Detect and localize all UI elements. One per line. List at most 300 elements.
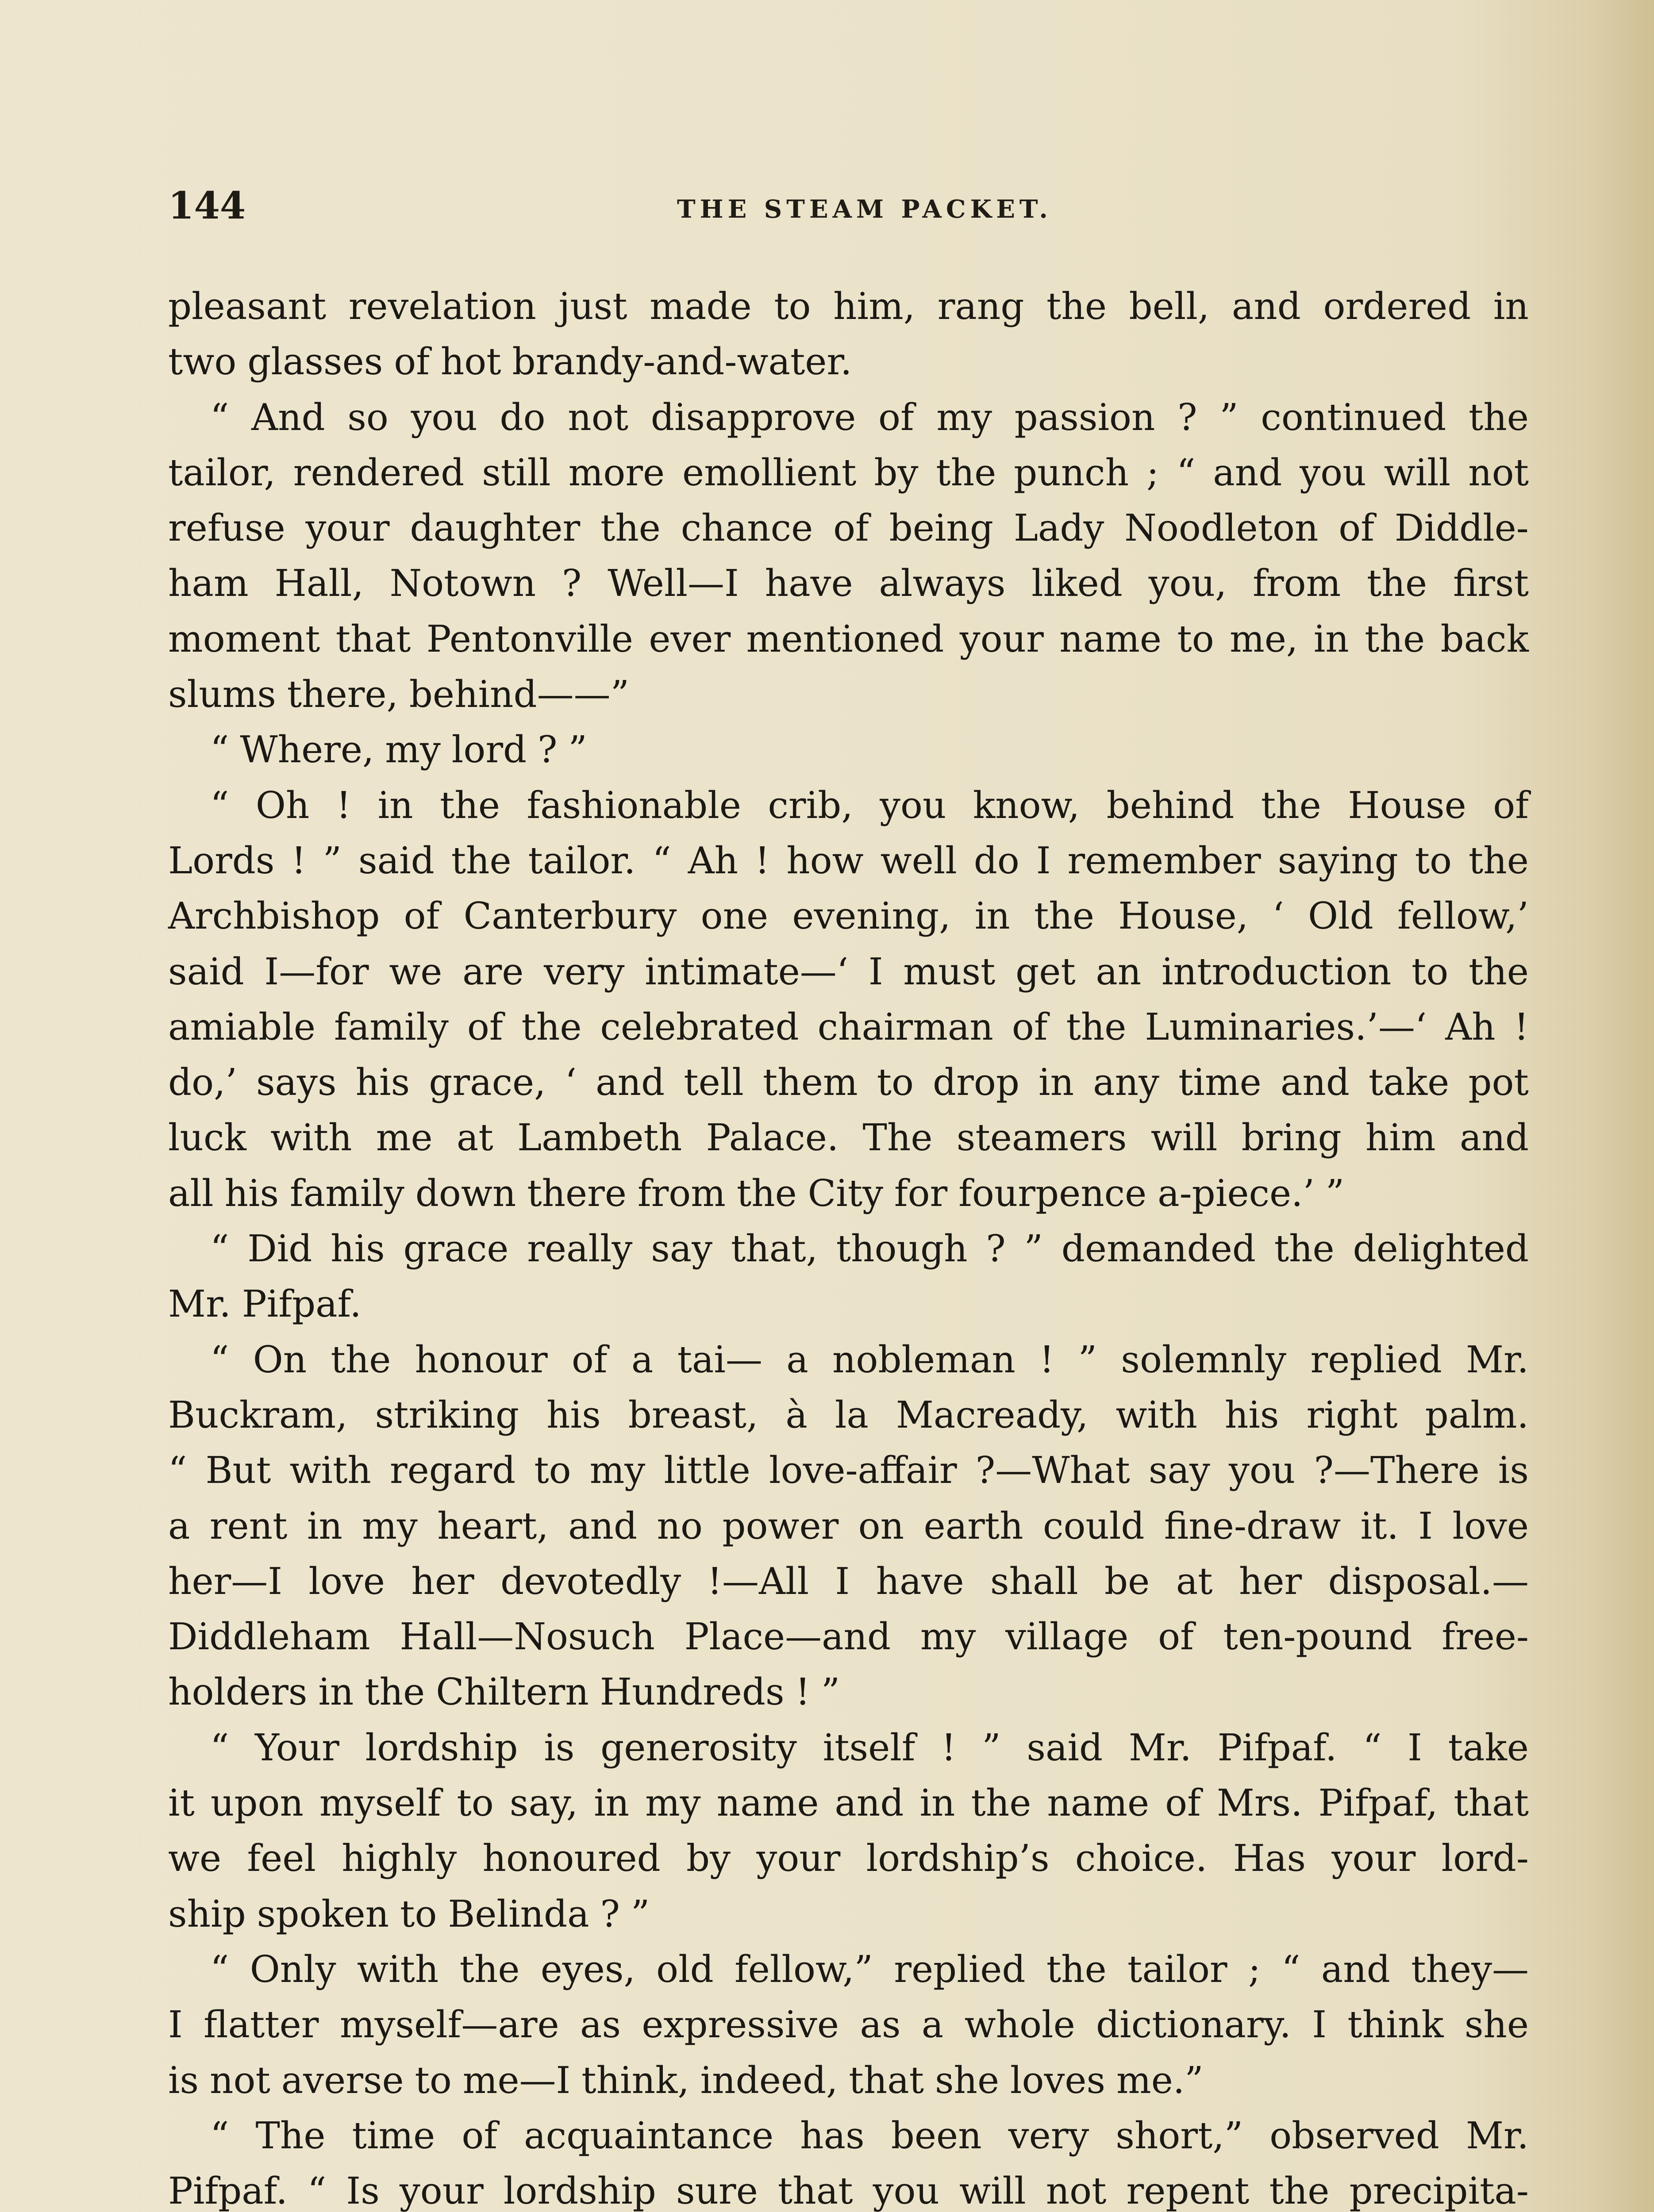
text-line: [168, 556, 1529, 611]
text-line: [168, 1221, 1529, 1276]
word: will: [1150, 1116, 1218, 1160]
word: power: [722, 1504, 839, 1548]
word: you: [873, 2170, 939, 2212]
word: the: [1468, 950, 1529, 993]
word: breast,: [628, 1393, 758, 1436]
word: saying: [1277, 839, 1398, 882]
word: myself: [319, 1782, 441, 1825]
word: !: [1039, 1338, 1054, 1381]
word: take: [1369, 1061, 1450, 1104]
word: ten-pound: [1223, 1615, 1412, 1659]
word: !—All: [707, 1559, 809, 1603]
word: in: [919, 1782, 955, 1825]
word: holders: [168, 1671, 308, 1714]
word: ”: [568, 728, 587, 772]
word: me.”: [1116, 2058, 1204, 2102]
word: observed: [1269, 2114, 1439, 2157]
word: Palace.: [706, 1116, 839, 1160]
word: in: [1313, 617, 1349, 661]
word: drop: [933, 1061, 1019, 1104]
word: to: [534, 1449, 571, 1492]
word: Oh: [255, 783, 310, 827]
word: fellow,”: [735, 1947, 873, 1991]
word: à: [785, 1393, 808, 1436]
word: ”: [631, 1892, 650, 1936]
word: it.: [1360, 1504, 1399, 1548]
word: fourpence: [958, 1171, 1147, 1215]
word: by: [874, 451, 919, 494]
text-line: [168, 778, 1529, 833]
word: mentioned: [746, 617, 944, 661]
word: “: [307, 2170, 327, 2212]
word: free-: [1442, 1615, 1529, 1659]
text-line: [168, 1387, 1529, 1443]
word: one: [700, 895, 769, 938]
word: she: [1464, 2003, 1529, 2047]
word: do: [973, 839, 1019, 882]
word: fellow,’: [1397, 895, 1529, 938]
word: his: [224, 1171, 279, 1215]
word: said: [1027, 1726, 1103, 1769]
word: Macready,: [896, 1393, 1089, 1436]
word: an: [1096, 950, 1142, 993]
word: fashionable: [527, 783, 741, 827]
word: say,: [509, 1782, 578, 1825]
word: Luminaries.’—‘: [1145, 1005, 1427, 1048]
word: upon: [210, 1782, 304, 1825]
word: and: [596, 1061, 665, 1104]
word: hot: [440, 340, 501, 384]
word: a: [631, 1338, 654, 1381]
word: punch: [1014, 451, 1129, 494]
word: back: [1440, 617, 1529, 661]
word: to: [877, 1061, 914, 1104]
word: Pifpaf.: [1217, 1726, 1337, 1769]
word: with: [270, 1116, 352, 1160]
word: made: [650, 285, 752, 328]
word: Canterbury: [463, 895, 677, 938]
word: lordship: [503, 2170, 656, 2212]
word: in: [1493, 285, 1529, 328]
word: Pifpaf,: [1318, 1782, 1438, 1825]
word: her—I: [168, 1559, 283, 1603]
word: Buckram,: [168, 1393, 348, 1436]
word: ship: [168, 1892, 246, 1936]
word: tell: [684, 1061, 744, 1104]
text-line: [168, 1720, 1529, 1775]
word: the: [1365, 617, 1425, 661]
word: regard: [389, 1449, 516, 1492]
word: !: [1514, 1005, 1529, 1048]
word: ;: [1248, 1947, 1261, 1991]
word: his: [546, 1393, 601, 1436]
word: Has: [1233, 1837, 1306, 1880]
word: the: [1046, 285, 1107, 328]
word: tai—: [677, 1338, 762, 1381]
word: I: [1036, 839, 1051, 882]
word: Pifpaf.: [242, 1283, 362, 1326]
word: Lady: [1013, 507, 1104, 550]
word: Mr.: [1466, 1338, 1529, 1381]
word: his: [1224, 1393, 1279, 1436]
word: bell,: [1129, 285, 1210, 328]
word: the: [451, 839, 512, 882]
word: and: [568, 1504, 638, 1548]
word: she: [935, 2058, 1000, 2102]
word: ?: [562, 562, 582, 605]
word: Is: [346, 2170, 380, 2212]
word: choice.: [1075, 1837, 1208, 1880]
word: striking: [375, 1393, 519, 1436]
text-line: [168, 1831, 1529, 1886]
word: steamers: [956, 1116, 1127, 1160]
text-line: [168, 1997, 1529, 2052]
word: by: [686, 1837, 731, 1880]
word: I: [868, 950, 883, 993]
word: that: [849, 2058, 924, 2102]
text-line: [168, 1110, 1529, 1165]
word: do: [500, 396, 546, 439]
word: demanded: [1061, 1227, 1256, 1271]
word: not: [568, 396, 629, 439]
word: right: [1306, 1393, 1398, 1436]
text-line: [168, 1554, 1529, 1609]
running-head: THE STEAM PACKET.: [677, 195, 1052, 224]
word: moment: [168, 617, 320, 661]
word: you: [411, 396, 477, 439]
word: delighted: [1353, 1227, 1529, 1271]
word: and: [835, 1782, 904, 1825]
word: be: [1104, 1559, 1150, 1603]
word: ?: [600, 1892, 620, 1936]
word: “: [210, 2114, 229, 2157]
word: old: [656, 1947, 714, 1991]
word: I: [1418, 1504, 1433, 1548]
word: from: [637, 1171, 726, 1215]
word: ?—What: [975, 1449, 1130, 1492]
word: is: [544, 1726, 575, 1769]
word: ham: [168, 562, 249, 605]
word: ordered: [1323, 285, 1471, 328]
word: tailor.: [528, 839, 636, 882]
word: la: [835, 1393, 869, 1436]
word: in: [377, 783, 413, 827]
word: time: [352, 2114, 435, 2157]
word: “: [1176, 451, 1196, 494]
word: replied: [894, 1947, 1026, 1991]
word: Mrs.: [1216, 1782, 1303, 1825]
word: though: [836, 1227, 968, 1271]
word: bring: [1241, 1116, 1342, 1160]
text-line: [168, 722, 1529, 777]
word: remember: [1067, 839, 1261, 882]
word: Diddle-: [1394, 507, 1529, 550]
word: City: [808, 1171, 883, 1215]
word: brandy-and-water.: [512, 340, 852, 384]
word: how: [786, 839, 864, 882]
word: Where,: [240, 728, 374, 772]
word: daughter: [410, 507, 581, 550]
word: tailor: [1127, 1947, 1227, 1991]
word: !: [336, 783, 351, 827]
word: nobleman: [832, 1338, 1015, 1381]
word: love: [308, 1559, 385, 1603]
word: short,”: [1115, 2114, 1243, 2157]
word: acquaintance: [524, 2114, 774, 2157]
word: the: [1269, 2170, 1330, 2212]
text-line: [168, 500, 1529, 556]
word: to: [415, 2058, 452, 2102]
word: passion: [1014, 396, 1155, 439]
word: family: [289, 1171, 404, 1215]
word: “: [210, 728, 229, 772]
word: that: [1454, 1782, 1529, 1825]
word: rendered: [293, 451, 465, 494]
word: to: [1412, 950, 1449, 993]
text-line: [168, 833, 1529, 888]
word: shall: [990, 1559, 1078, 1603]
word: have: [765, 562, 853, 605]
text-line: [168, 1942, 1529, 1997]
word: in: [974, 895, 1010, 938]
word: revelation: [348, 285, 536, 328]
word: well: [880, 839, 957, 882]
page-header: [168, 184, 1531, 237]
word: pot: [1468, 1061, 1529, 1104]
word: your: [959, 617, 1044, 661]
word: ”: [323, 839, 342, 882]
word: fine-draw: [1164, 1504, 1341, 1548]
word: On: [253, 1338, 307, 1381]
word: from: [1253, 562, 1341, 605]
word: my: [362, 1504, 418, 1548]
word: of: [833, 507, 869, 550]
word: generosity: [600, 1726, 797, 1769]
word: !: [941, 1726, 956, 1769]
word: think,: [581, 2058, 689, 2102]
word: all: [168, 1171, 214, 1215]
text-line: [168, 667, 1529, 722]
word: Pentonville: [426, 617, 633, 661]
word: And: [251, 396, 325, 439]
word: is: [1498, 1449, 1529, 1492]
text-line: [168, 999, 1529, 1055]
word: of: [404, 895, 440, 938]
word: so: [347, 396, 388, 439]
word: love-affair: [769, 1449, 957, 1492]
word: lord-: [1441, 1837, 1529, 1880]
word: your: [399, 2170, 484, 2212]
text-line: [168, 2108, 1529, 2163]
word: are: [462, 950, 524, 993]
word: Noodleton: [1124, 507, 1319, 550]
word: of: [571, 1338, 608, 1381]
word: your: [756, 1837, 841, 1880]
word: celebrated: [600, 1005, 799, 1048]
word: the: [521, 1005, 582, 1048]
word: it: [168, 1782, 195, 1825]
word: !: [291, 839, 306, 882]
word: precipita-: [1349, 2170, 1529, 2212]
word: luck: [168, 1116, 246, 1160]
word: Old: [1308, 895, 1373, 938]
word: the: [365, 1671, 425, 1714]
word: “: [652, 839, 671, 882]
word: name: [716, 1782, 819, 1825]
word: them: [762, 1061, 858, 1104]
word: in: [1039, 1061, 1074, 1104]
word: “: [210, 783, 229, 827]
word: the: [1046, 1947, 1107, 1991]
word: not: [1046, 2170, 1107, 2212]
word: not: [1468, 451, 1529, 494]
word: you,: [1148, 562, 1227, 605]
word: as: [860, 2003, 901, 2047]
text-line: [168, 334, 1529, 389]
word: in: [318, 1671, 354, 1714]
text-line: [168, 1775, 1529, 1831]
word: I—for: [264, 950, 369, 993]
word: But: [205, 1449, 271, 1492]
word: very: [1008, 2114, 1089, 2157]
word: the: [736, 1171, 797, 1215]
word: ?: [538, 728, 558, 772]
word: “: [168, 1449, 187, 1492]
word: says: [256, 1061, 337, 1104]
text-line: [168, 1609, 1529, 1664]
word: rang: [937, 285, 1024, 328]
word: I: [168, 2003, 183, 2047]
word: of: [1493, 783, 1529, 827]
word: sure: [676, 2170, 758, 2212]
word: myself—are: [339, 2003, 559, 2047]
word: for: [894, 1171, 948, 1215]
word: as: [580, 2003, 621, 2047]
word: you: [1300, 451, 1366, 494]
word: and: [1280, 1061, 1350, 1104]
text-line: [168, 2163, 1529, 2212]
word: with: [289, 1449, 371, 1492]
word: and: [1213, 451, 1282, 494]
word: will: [959, 2170, 1026, 2212]
word: say: [1148, 1449, 1210, 1492]
word: palm.: [1425, 1393, 1529, 1436]
text-line: [168, 611, 1529, 667]
word: glasses: [247, 340, 383, 384]
word: to: [457, 1782, 494, 1825]
word: emollient: [682, 451, 857, 494]
word: Hall,: [274, 562, 364, 605]
text-line: [168, 1166, 1529, 1221]
word: me,: [1230, 617, 1298, 661]
word: two: [168, 340, 237, 384]
word: spoken: [257, 1892, 389, 1936]
word: could: [1042, 1504, 1145, 1548]
word: The: [862, 1116, 933, 1160]
word: Only: [250, 1947, 336, 1991]
word: we: [168, 1837, 222, 1880]
word: ?: [986, 1227, 1006, 1271]
word: ever: [649, 617, 731, 661]
word: no: [657, 1504, 703, 1548]
word: name: [1059, 617, 1162, 661]
word: of: [462, 2114, 498, 2157]
word: love: [1452, 1504, 1529, 1548]
word: ”: [1325, 1171, 1345, 1215]
word: Ah: [1445, 1005, 1496, 1048]
word: with: [1115, 1393, 1197, 1436]
word: her: [411, 1559, 474, 1603]
word: family: [334, 1005, 449, 1048]
word: eyes,: [540, 1947, 635, 1991]
word: really: [527, 1227, 633, 1271]
word: loves: [1010, 2058, 1106, 2102]
word: Well—I: [608, 562, 739, 605]
word: know,: [973, 783, 1080, 827]
word: earth: [923, 1504, 1023, 1548]
word: feel: [247, 1837, 316, 1880]
word: down: [415, 1171, 516, 1215]
word: ?—There: [1314, 1449, 1480, 1492]
word: I: [1408, 1726, 1422, 1769]
word: !: [795, 1671, 810, 1714]
word: of: [1012, 1005, 1048, 1048]
word: lordship’s: [866, 1837, 1050, 1880]
text-line: [168, 1443, 1529, 1498]
word: a: [921, 2003, 944, 2047]
word: your: [1331, 1837, 1416, 1880]
word: grace,: [429, 1061, 546, 1104]
word: my: [385, 728, 441, 772]
word: devotedly: [500, 1559, 681, 1603]
word: Mr.: [1466, 2114, 1529, 2157]
page-number: 144: [168, 184, 246, 227]
word: replied: [1310, 1338, 1442, 1381]
word: on: [858, 1504, 904, 1548]
word: disapprove: [650, 396, 856, 439]
text-line: [168, 2053, 1529, 2108]
word: being: [889, 507, 993, 550]
word: first: [1453, 562, 1529, 605]
word: highly: [342, 1837, 457, 1880]
word: very: [544, 950, 625, 993]
word: any: [1093, 1061, 1159, 1104]
word: evening,: [792, 895, 951, 938]
word: Ah: [688, 839, 739, 882]
word: Hall—Nosuch: [400, 1615, 655, 1659]
text-line: [168, 888, 1529, 944]
word: ”: [821, 1671, 840, 1714]
word: amiable: [168, 1005, 316, 1048]
word: Place—and: [684, 1615, 891, 1659]
word: and: [1231, 285, 1301, 328]
word: solemnly: [1121, 1338, 1287, 1381]
word: Lambeth: [517, 1116, 682, 1160]
word: ”: [1024, 1227, 1043, 1271]
word: with: [357, 1947, 439, 1991]
word: flatter: [204, 2003, 319, 2047]
word: rent: [209, 1504, 288, 1548]
word: “: [1363, 1726, 1382, 1769]
word: House,: [1118, 895, 1249, 938]
word: my: [936, 396, 992, 439]
word: disposal.—: [1328, 1559, 1529, 1603]
text-line: [168, 1664, 1529, 1720]
word: ”: [1078, 1338, 1097, 1381]
word: refuse: [168, 507, 285, 550]
word: been: [891, 2114, 982, 2157]
word: behind——”: [409, 673, 630, 716]
